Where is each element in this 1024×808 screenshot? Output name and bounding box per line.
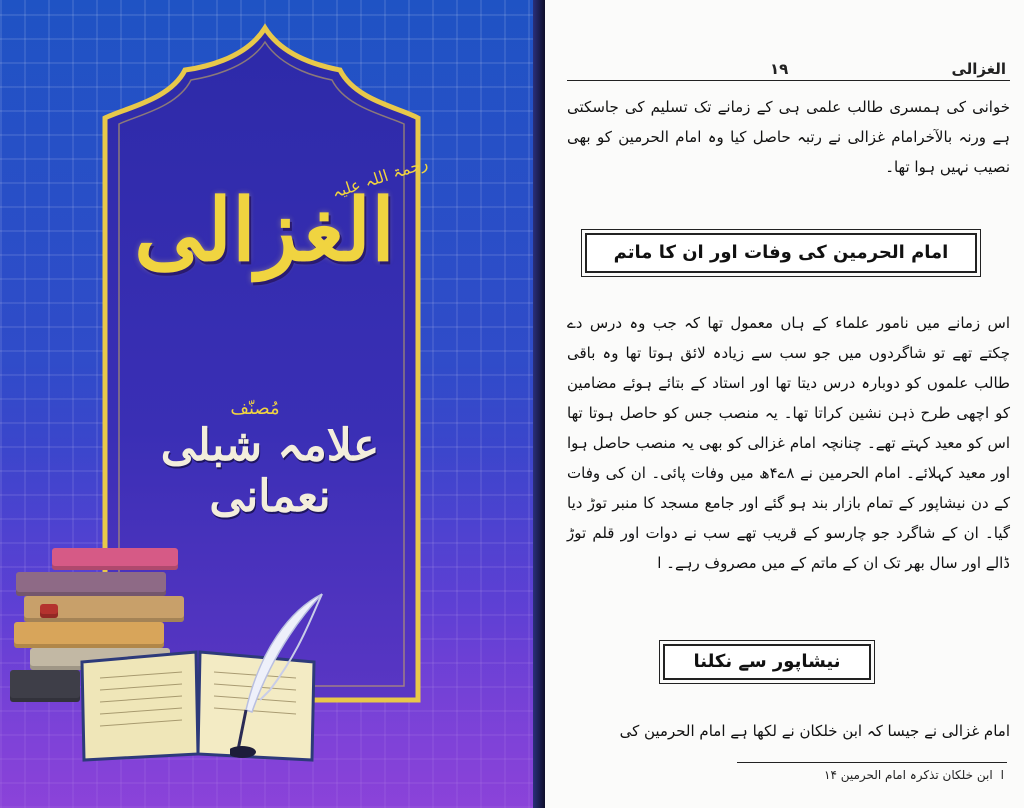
paragraph-1: خوانی کی ہمسری طالب علمی ہی کے زمانے تک تسلیم کی جاسکتی ہے ورنہ بالآخرامام غزالی نے رتبہ حاصل کیا وہ امام الحرمین کو بھی نصیب نہیں ہوا تھا۔ xyxy=(567,98,1010,176)
book-page xyxy=(545,0,1024,808)
running-header xyxy=(565,60,1012,82)
footnote xyxy=(824,768,1004,782)
quill-pen-icon xyxy=(230,590,330,760)
section-heading-2: نیشاپور سے نکلنا xyxy=(663,644,871,680)
book-spine-edge xyxy=(533,0,545,808)
footnote-rule xyxy=(737,762,1007,763)
title-honorific: رحمۃ اللہ علیہ xyxy=(329,153,430,202)
paragraph-2: اس زمانے میں نامور علماء کے ہاں معمول تھا کہ جب وہ درس دے چکتے تھے تو شاگردوں میں جو سب سے زیادہ لائق ہوتا تھا وہ باقی طالب علموں کو دوبارہ درس دیتا تھا اور استاد کے بتائے ہوئے مضامین کو اچھی طرح ذہن نشین کراتا تھا۔ یہ منصب جس کو حاصل ہوتا تھا اس کو معید کہتے تھے۔ چنانچہ امام غزالی کو بھی یہ منصب حاصل ہوا اور معید کہلائے۔ امام الحرمین نے ۸ے۴ھ میں وفات پائی۔ ان کی وفات کے دن نیشاپور کے تمام بازار بند ہو گئے اور جامع مسجد کا منبر توڑ دیا گیا۔ ان کے شاگرد جو چارسو کے قریب تھے سب نے دوات اور قلم توڑ ڈالے اور سال بھر تک ان کے ماتم کے میں مصروف رہے۔ ا xyxy=(567,314,1010,572)
page-number: ۱۹ xyxy=(770,60,789,78)
paragraph-3: امام غزالی نے جیسا کہ ابن خلکان نے لکھا ہے امام الحرمین کی xyxy=(619,722,1010,740)
running-head-title: الغزالی xyxy=(951,60,1006,78)
header-rule xyxy=(567,80,1010,81)
book-title: الغزالی xyxy=(134,180,395,281)
footnote-text: ابن خلکان تذکرہ امام الحرمین ۱۴ xyxy=(824,768,993,782)
section-heading-1: امام الحرمین کی وفات اور ان کا ماتم xyxy=(585,233,977,273)
footnote-marker: ا xyxy=(1000,768,1004,782)
author-name: علامہ شبلی نعمانی xyxy=(160,420,380,522)
author-label: مُصنّف xyxy=(230,398,280,419)
